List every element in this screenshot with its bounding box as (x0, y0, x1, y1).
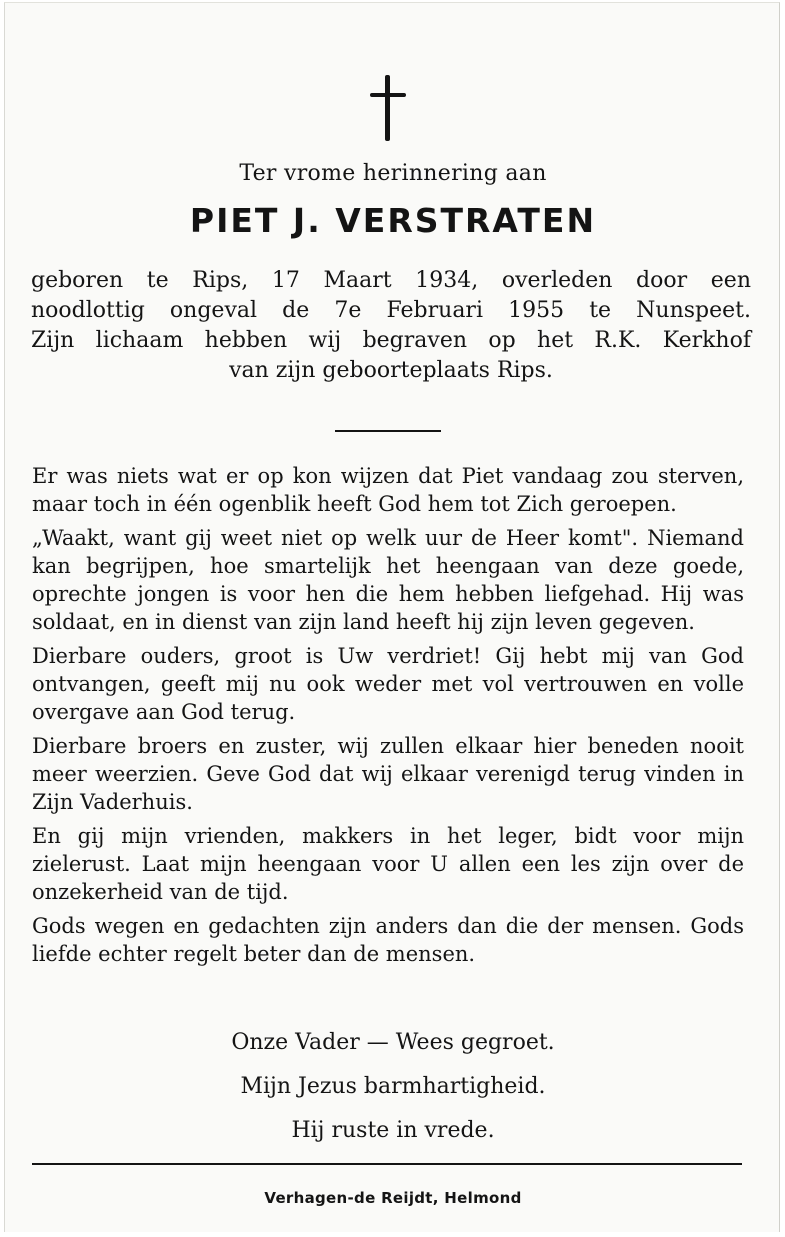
paragraph: Er was niets wat er op kon wijzen dat Piet vandaag zou sterven, maar toch in één ogenblik heeft God hem tot Zich geroepen. (32, 464, 744, 516)
details-line-2: noodlottig ongeval de 7e Februari 1955 te Nunspeet. (31, 298, 751, 323)
details-line-3: Zijn lichaam hebben wij begraven op het R.K. Kerkhof (31, 328, 751, 353)
birth-death-details (31, 266, 751, 386)
paragraph: „Waakt, want gij weet niet op welk uur de Heer komt". Niemand kan begrijpen, hoe smartelijk het heengaan van deze goede, oprechte jongen is voor hen die hem hebben liefgehad. Hij was soldaat, en in dienst van zijn land heeft hij zijn leven gegeven. (32, 526, 744, 634)
memorial-card (4, 2, 780, 1232)
paragraph: En gij mijn vrienden, makkers in het leger, bidt voor mijn zielerust. Laat mijn heengaan voor U allen een les zijn over de onzekerheid van de tijd. (32, 824, 744, 904)
intro-line: Ter vrome herinnering aan (239, 161, 547, 186)
footer-rule (32, 1163, 742, 1165)
prayer-line-1: Onze Vader — Wees gegroet. (231, 1030, 555, 1055)
paragraph: Dierbare broers en zuster, wij zullen elkaar hier beneden nooit meer weerzien. Geve God dat wij elkaar verenigd terug vinden in Zijn Vaderhuis. (32, 734, 744, 814)
prayer-line-3: Hij ruste in vrede. (291, 1118, 495, 1143)
paragraph: Gods wegen en gedachten zijn anders dan die der mensen. Gods liefde echter regelt beter dan de mensen. (32, 914, 744, 966)
prayer-line-2: Mijn Jezus barmhartigheid. (240, 1074, 546, 1099)
printer-credit: Verhagen-de Reijdt, Helmond (264, 1189, 522, 1207)
latin-cross-icon (368, 75, 408, 145)
paragraph: Dierbare ouders, groot is Uw verdriet! Gij hebt mij van God ontvangen, geeft mij nu ook weder met vol vertrouwen en volle overgave aan God terug. (32, 644, 744, 724)
memorial-text (32, 462, 744, 974)
details-line-1: geboren te Rips, 17 Maart 1934, overleden door een (31, 268, 751, 293)
section-divider (335, 430, 441, 432)
details-line-4: van zijn geboorteplaats Rips. (229, 358, 553, 383)
deceased-name: PIET J. VERSTRATEN (189, 201, 597, 240)
prayers (5, 1025, 781, 1157)
